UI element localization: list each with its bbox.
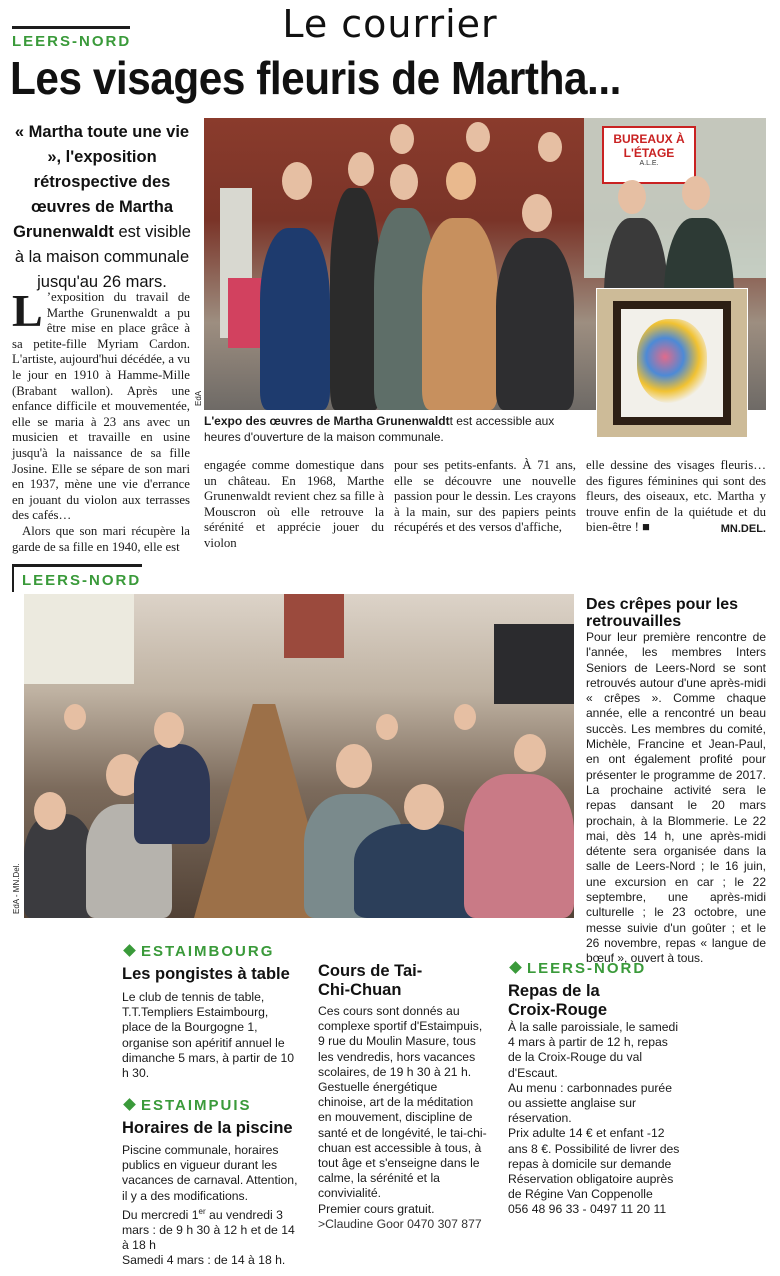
bureaux-sign [602,126,696,184]
bureaux-sign-text: BUREAUX À L'ÉTAGE [613,132,685,160]
section-box-line [12,564,142,567]
column-1-text-b: Alors que son mari récupère la garde de sa fille en 1940, elle est [12,523,190,554]
croix-rouge-text-3: Prix adulte 14 € et enfant -12 ans 8 €. Possibilité de livrer des repas à domicile sur demande Réservation obligatoire auprès de Régine Van Coppenolle [508,1126,680,1202]
person-head [34,792,66,830]
article-column-4 [586,458,766,538]
brief-section-label: ESTAIMBOURG [141,943,275,960]
chapo-bold: « Martha toute une vie », l'exposition rétrospective des œuvres de Martha Grunenwaldt [13,123,190,241]
column-4-text: elle dessine des visages fleuris… des figures féminines qui sont des fleurs, des oiseaux, etc. Martha y trouve enfin de la quiétude et du bien-être ! ■ [586,458,766,535]
brief-section-estaimbourg [122,943,274,960]
brief-title-croix-rouge: Repas de la Croix-Rouge [508,982,607,1019]
piscine-intro: Piscine communale, horaires publics en vigueur durant les vacances de carnaval. Attention, il y a des modifications. [122,1143,298,1203]
chapo-rest: est visible à la maison communale jusqu'au 26 mars. [14,223,191,291]
person-head [390,164,418,200]
person-head [376,714,398,740]
person-head [154,712,184,748]
article-column-1 [12,285,191,555]
croix-rouge-text-1: À la salle paroissiale, le samedi 4 mars à partir de 12 h, repas de la Croix-Rouge du val d'Escaut. [508,1020,679,1080]
person-head [446,162,476,200]
coat-rack [494,624,574,704]
brief-text-taichi [318,1004,488,1232]
taichi-text-2: Gestuelle énergétique chinoise, art de la méditation en mouvement, discipline de santé et de longévité, le tai-chi-chuan est accessible à tous, à tout âge et s'enseigne dans le calme, la sérénité et la convivialité. [318,1080,487,1201]
person [422,218,498,410]
person-head [64,704,86,730]
piscine-line-1-sup: er [198,1206,206,1216]
brief-text-piscine [122,1143,300,1269]
brief-text-croix-rouge [508,1020,680,1218]
brief-title-pongistes: Les pongistes à table [122,965,290,983]
piscine-line-2: Samedi 4 mars : de 14 à 18 h. [122,1253,286,1268]
portrait-inset [596,288,748,438]
person-head [618,180,646,214]
section-rule [12,26,130,29]
person [134,744,210,844]
diamond-icon [123,944,136,957]
person [464,774,574,918]
person [330,188,380,410]
piscine-line-1a: Du mercredi 1 [122,1207,199,1222]
brief-title-taichi: Cours de Tai-Chi-Chuan [318,962,423,999]
diamond-icon [509,961,522,974]
masthead: Le courrier [282,2,498,46]
person [260,228,330,410]
person-head [454,704,476,730]
brief-title-piscine: Horaires de la piscine [122,1119,293,1137]
dropcap: L [12,285,43,336]
bureaux-sign-sub: A.L.E. [639,160,659,167]
person [496,238,574,410]
person-head [404,784,444,830]
photo-credit: EdA [194,390,203,406]
photo-credit-2: EdA - MN.Del. [12,863,21,914]
person-head [466,122,490,152]
column-1-text: ’exposition du travail de Marthe Grunenwaldt a pu être mise en place grâce à sa petite-fille Myriam Cardon. L'artiste, aujourd'hui décédée, a vu le jour en 1910 à Hamme-Mille (Brabant wallon). Après une enfance difficile et mouvementée, elle se maria à 23 ans avec un musicien et travaille en usine jusqu'à la naissance de sa fille Josine. Elle se sépare de son mari en 1937, mène une vie d'errance en jouant du violon aux terrasses des cafés… [12,290,191,523]
person-head [538,132,562,162]
photo-caption [204,413,589,445]
person-head [348,152,374,186]
headline: Les visages fleuris de Martha... [10,52,621,104]
person-head [682,176,710,210]
brief-section-label: ESTAIMPUIS [141,1097,252,1114]
signature: MN.DEL. [720,523,766,536]
taichi-contact: >Claudine Goor 0470 307 877 [318,1216,482,1231]
article-column-3: pour ses petits-enfants. À 71 ans, elle se découvre une nouvelle passion pour le dessin. Les crayons à la main, sur des papiers peints récupérés et des versos d'affiche, [394,458,576,535]
brief-text-pongistes: Le club de tennis de table, T.T.Templiers Estaimbourg, place de la Bourgogne 1, organise son apéritif annuel le dimanche 5 mars, à partir de 10 h 30. [122,990,295,1081]
piscine-line-1b: au vendredi 3 mars : de 9 h 30 à 12 h et de 14 à 18 h [122,1207,295,1253]
portrait-drawing [637,319,707,403]
croix-rouge-phone: 056 48 96 33 - 0497 11 20 11 [508,1202,667,1217]
taichi-text-3: Premier cours gratuit. [318,1201,435,1216]
section-tag: LEERS-NORD [12,33,132,50]
croix-rouge-text-2: Au menu : carbonnades purée ou assiette anglaise sur réservation. [508,1080,672,1126]
brief-section-leers-nord [508,960,646,977]
brief-section-estaimpuis [122,1097,252,1114]
caption-rest: t est accessible aux heures d'ouverture de la maison communale. [204,414,555,444]
crepes-text: Pour leur première rencontre de l'année, les membres Inters Seniors de Leers-Nord se sont retrouvés autour d'une après-midi « crêpes ». Comme chaque année, elle a rencontré un beau succès. Les membres du comité, Michèle, Francine et Jean-Paul, en ont également profité pour présenter le programme de 2017. La prochaine activité sera le repas dansant le 20 mars prochain, à la Blommerie. Le 22 mai, dès 14 h, une après-midi détente sera organisée dans la salle de Leers-Nord ; le 16 juin, une excursion en car ; le 22 septembre, une après-midi culturelle ; le 23 octobre, une messe suivie d'un goûter ; et le 26 novembre, repas « langue de bœuf », ouvert à tous. [586,630,766,966]
person [24,814,94,918]
section-tag-2: LEERS-NORD [22,572,142,589]
person-head [282,162,312,200]
diamond-icon [123,1098,136,1111]
caption-bold: L'expo des œuvres de Martha Grunenwaldt [204,414,450,428]
curtain [284,594,344,658]
taichi-text-1: Ces cours sont donnés au complexe sportif d'Estaimpuis, 9 rue du Moulin Masure, tous les vendredis, hors vacances scolaires, de 19 h 30 à 21 h. [318,1004,483,1079]
piscine-line-1 [122,1204,300,1254]
back-wall-window [24,594,134,684]
person-head [336,744,372,788]
brief-section-label: LEERS-NORD [527,960,647,977]
crepes-title: Des crêpes pour les retrouvailles [586,596,739,630]
chapo [10,120,194,295]
article-column-2: engagée comme domestique dans un château. En 1968, Marthe Grunenwaldt revient chez sa fille à Mouscron où elle retrouve la sérénité et apprécie jouer du violon [204,458,384,550]
crepes-photo [24,594,574,918]
person-head [514,734,546,772]
person-head [390,124,414,154]
person-head [522,194,552,232]
section-box-left [12,564,14,592]
